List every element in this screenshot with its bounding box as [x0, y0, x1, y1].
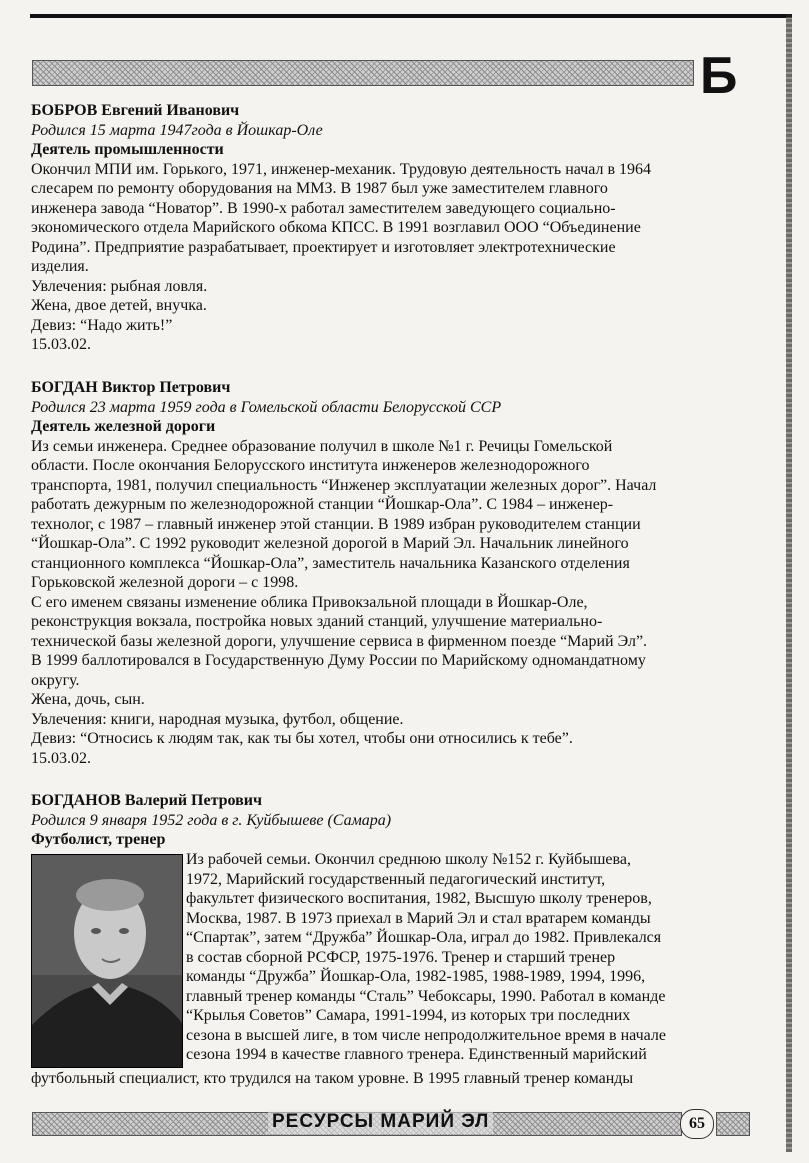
bio-line: “Спартак”, затем “Дружба” Йошкар-Ола, играл до 1982. Привлекался	[186, 929, 662, 946]
entry-bio-continued	[31, 1069, 771, 1089]
bio-line: Из рабочей семьи. Окончил среднюю школу №152 г. Куйбышева,	[186, 851, 631, 868]
bio-line: Увлечения: рыбная ловля.	[31, 277, 208, 295]
bio-line: футбольный специалист, кто трудился на таком уровне. В 1995 главный тренер команды	[31, 1070, 634, 1087]
bio-line: 15.03.02.	[31, 336, 91, 353]
bio-line: Окончил МПИ им. Горького, 1971, инженер-механик. Трудовую деятельность начал в 1964	[31, 160, 652, 178]
bio-line: технолог, с 1987 – главный инженер этой станции. В 1989 избран руководителем станции	[31, 515, 641, 533]
bio-line: в состав сборной РСФСР, 1975-1976. Тренер и старший тренер	[186, 948, 616, 966]
bio-line: сезона 1994 в качестве главного тренера. Единственный марийский	[186, 1046, 647, 1063]
bio-line: Родина”. Предприятие разрабатывает, проектирует и изготовляет электротехнические	[31, 238, 616, 256]
entry-bio	[31, 437, 741, 769]
bio-line: Москва, 1987. В 1973 приехал в Марий Эл и стал вратарем команды	[186, 909, 651, 927]
bio-line: С его именем связаны изменение облика Привокзальной площади в Йошкар-Оле,	[31, 593, 588, 611]
bio-line: работать дежурным по железнодорожной станции “Йошкар-Ола”. С 1984 – инженер-	[31, 496, 614, 513]
entry-bio	[31, 160, 741, 355]
bio-line: Жена, двое детей, внучка.	[31, 297, 207, 314]
footer-bar-end	[716, 1112, 750, 1136]
bio-line: транспорта, 1981, получил специальность “Инженер эксплуатации железных дорог”. Начал	[31, 476, 657, 494]
bio-line: округу.	[31, 671, 80, 689]
entry-name: БОГДАН Виктор Петрович	[31, 379, 231, 396]
portrait-image	[32, 855, 182, 1067]
bio-line: Горьковской железной дороги – с 1998.	[31, 574, 299, 591]
entry-birth: Родился 23 марта 1959 года в Гомельской области Белорусской ССР	[31, 398, 502, 416]
entry-profession: Деятель промышленности	[31, 141, 224, 158]
portrait-photo	[31, 854, 183, 1068]
entry-profession: Деятель железной дороги	[31, 418, 216, 435]
bio-line: 1972, Марийский государственный педагогический институт,	[186, 870, 606, 888]
entry-bogdanov	[31, 791, 741, 850]
bio-line: Девиз: “Надо жить!”	[31, 316, 173, 334]
bio-line: экономического отдела Марийского обкома КПСС. В 1991 возглавил ООО “Объединение	[31, 219, 641, 236]
bio-line: реконструкция вокзала, постройка новых зданий станций, улучшение материально-	[31, 613, 603, 630]
bio-line: главный тренер команды “Сталь” Чебоксары, 1990. Работал в команде	[186, 987, 666, 1005]
bio-line: Жена, дочь, сын.	[31, 691, 145, 708]
entry-profession: Футболист, тренер	[31, 831, 166, 848]
bio-line: станционного комплекса “Йошкар-Ола”, заместитель начальника Казанского отделения	[31, 554, 630, 572]
entry-birth: Родился 9 января 1952 года в г. Куйбышеве (Самара)	[31, 811, 392, 829]
entry-birth: Родился 15 марта 1947года в Йошкар-Оле	[31, 121, 323, 139]
section-letter-bar	[32, 60, 694, 86]
bio-line: Увлечения: книги, народная музыка, футбол, общение.	[31, 710, 404, 728]
section-letter: Б	[700, 47, 738, 105]
bio-line: 15.03.02.	[31, 749, 91, 767]
footer-title: РЕСУРСЫ МАРИЙ ЭЛ	[268, 1110, 493, 1134]
bio-line: факультет физического воспитания, 1982, Высшую школу тренеров,	[186, 890, 652, 907]
bio-line: “Крылья Советов” Самара, 1991-1994, из которых три последних	[186, 1007, 631, 1024]
entry-name: БОГДАНОВ Валерий Петрович	[31, 792, 263, 809]
bio-line: Девиз: “Относись к людям так, как ты бы хотел, чтобы они относились к тебе”.	[31, 730, 573, 747]
bio-line: команды “Дружба” Йошкар-Ола, 1982-1985, 1988-1989, 1994, 1996,	[186, 968, 646, 985]
entry-bobrov	[31, 101, 741, 355]
entry-bio	[186, 850, 746, 1065]
entry-bogdan	[31, 378, 741, 768]
bio-line: слесарем по ремонту оборудования на ММЗ. В 1987 был уже заместителем главного	[31, 180, 608, 197]
bio-line: “Йошкар-Ола”. С 1992 руководит железной дорогой в Марий Эл. Начальник линейного	[31, 535, 629, 552]
bio-line: технической базы железной дороги, улучшение сервиса в фирменном поезде “Марий Эл”.	[31, 632, 648, 650]
bio-line: В 1999 баллотировался в Государственную Думу России по Марийскому одномандатному	[31, 652, 646, 669]
entry-name: БОБРОВ Евгений Иванович	[31, 102, 240, 119]
bio-line: Из семьи инженера. Среднее образование получил в школе №1 г. Речицы Гомельской	[31, 437, 613, 455]
bio-line: области. После окончания Белорусского института инженеров железнодорожного	[31, 457, 590, 474]
top-rule	[30, 14, 792, 18]
bio-line: инженера завода “Новатор”. В 1990-х работал заместителем заведующего социально-	[31, 199, 616, 217]
scan-edge	[786, 14, 792, 1152]
bio-line: сезона в высшей лиге, в том числе непродолжительное время в начале	[186, 1026, 667, 1044]
page-number: 65	[680, 1109, 714, 1139]
bio-line: изделия.	[31, 258, 89, 275]
